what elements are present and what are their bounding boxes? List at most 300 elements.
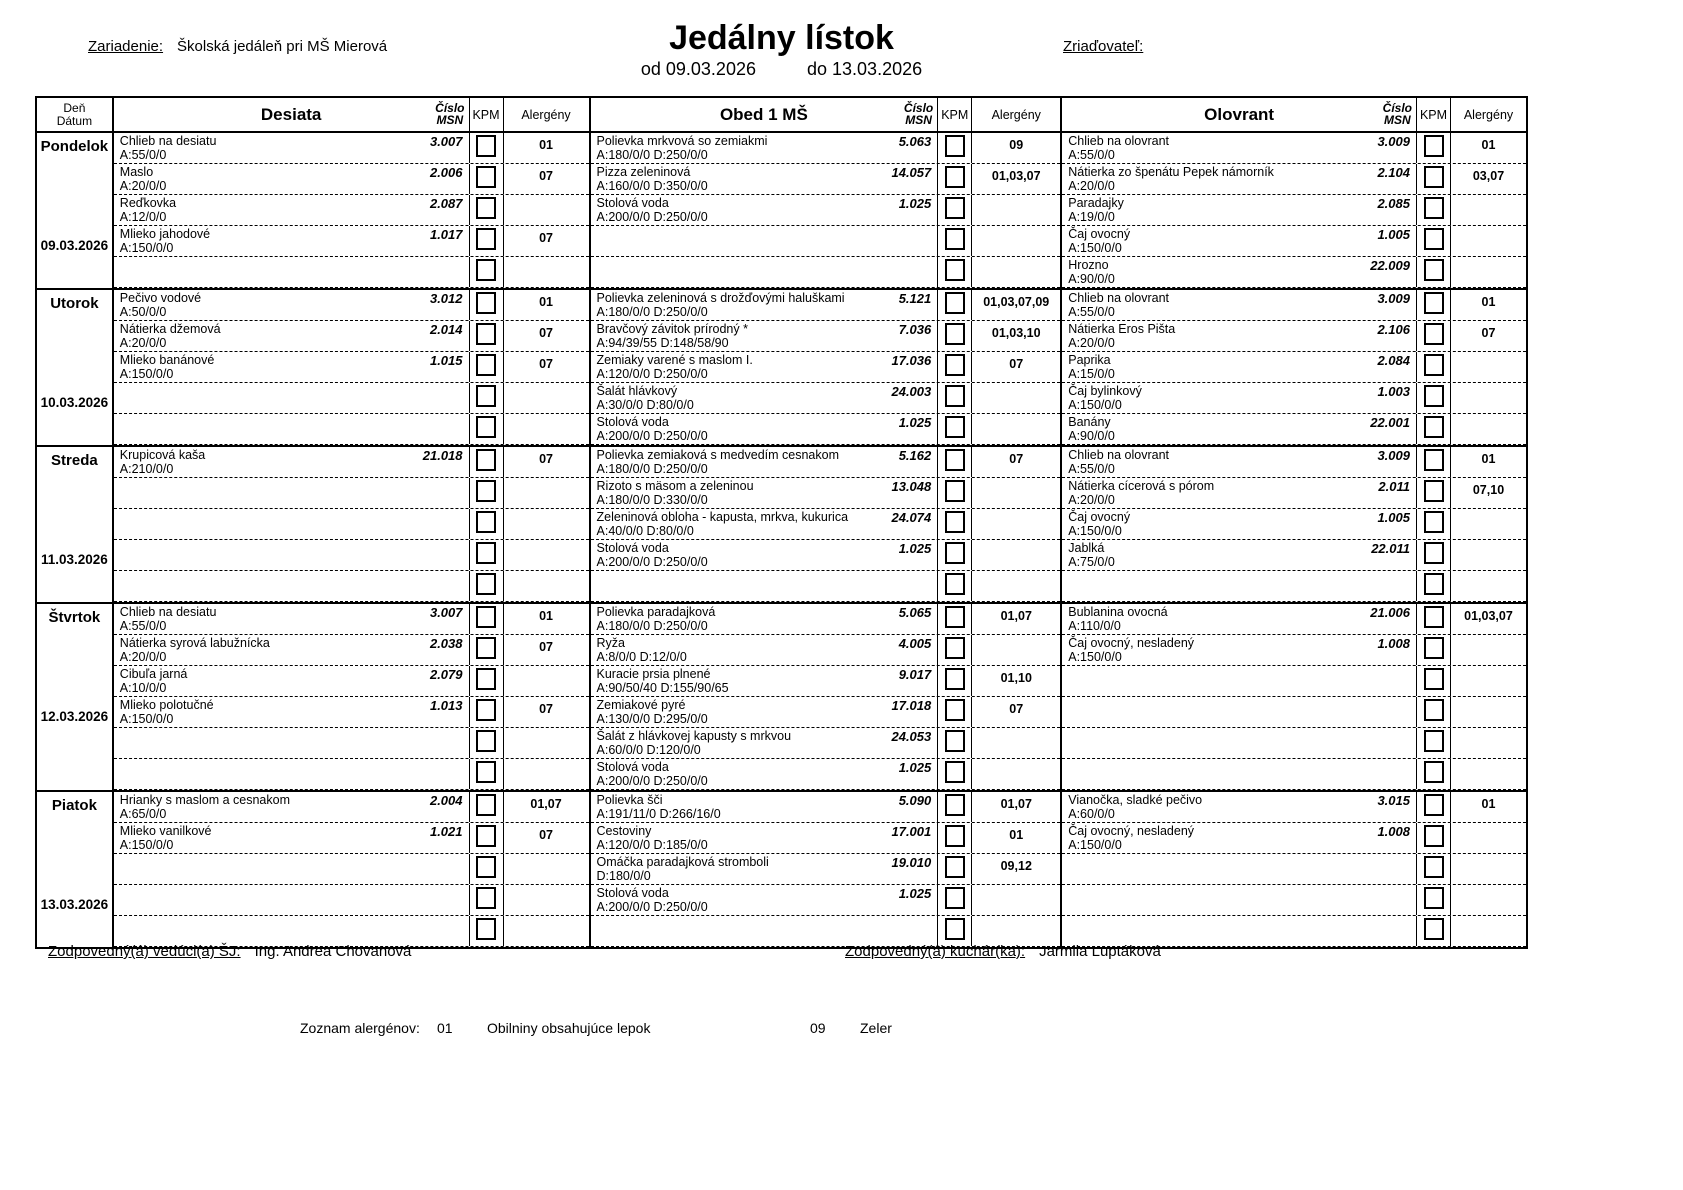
kpm-cell <box>469 352 504 382</box>
food-portions: A:150/0/0 <box>119 838 174 852</box>
kpm-checkbox[interactable] <box>945 699 965 721</box>
meal-cell <box>591 635 938 665</box>
food-portions: A:55/0/0 <box>1068 305 1115 319</box>
food-item-name: Šalát z hlávkovej kapusty s mrkvou <box>596 729 792 743</box>
food-item-name: Nátierka syrová labužnícka <box>119 636 270 650</box>
kpm-checkbox[interactable] <box>1424 416 1444 438</box>
kpm-checkbox[interactable] <box>1424 323 1444 345</box>
kpm-checkbox[interactable] <box>476 573 496 595</box>
kpm-cell <box>937 604 972 634</box>
allergen-codes <box>1451 383 1526 413</box>
meal-cell <box>591 226 938 256</box>
kpm-cell <box>1416 257 1451 287</box>
allergen-codes <box>504 666 589 696</box>
allergen-codes <box>972 195 1060 225</box>
food-item-name: Stolová voda <box>596 760 669 774</box>
kpm-checkbox[interactable] <box>476 825 496 847</box>
allergens-column-header: Alergény <box>521 107 571 122</box>
allergen-codes <box>1451 885 1526 915</box>
meal-row <box>591 604 1061 635</box>
msn-number: 21.006 <box>1370 605 1410 620</box>
cook-label: Zodpovedný(á) kuchár(ka): <box>845 943 1026 960</box>
column-header-obed <box>591 98 1063 131</box>
kpm-checkbox[interactable] <box>945 292 965 314</box>
food-item-name: Polievka zeleninová s drožďovými haluškami <box>596 291 845 305</box>
kpm-checkbox[interactable] <box>1424 480 1444 502</box>
food-item-name: Banány <box>1068 415 1111 429</box>
msn-number: 2.004 <box>429 793 463 808</box>
allergen-codes: 07 <box>539 169 553 183</box>
meal-cell <box>591 509 938 539</box>
meal-cell <box>114 133 469 163</box>
meal-cell <box>1062 509 1416 539</box>
meal-row <box>1062 792 1526 823</box>
meal-row <box>1062 478 1526 509</box>
kpm-checkbox[interactable] <box>476 135 496 157</box>
meal-cell <box>1062 383 1416 413</box>
kpm-checkbox[interactable] <box>945 918 965 940</box>
kpm-checkbox[interactable] <box>476 385 496 407</box>
meal-cell <box>1062 604 1416 634</box>
meal-cell <box>114 728 469 758</box>
allergen-codes: 01 <box>1481 138 1496 152</box>
kpm-cell <box>937 759 972 789</box>
meal-cell <box>1062 540 1416 570</box>
kpm-checkbox[interactable] <box>1424 730 1444 752</box>
food-item-name: Stolová voda <box>596 886 669 900</box>
kpm-checkbox[interactable] <box>1424 887 1444 909</box>
msn-number: 17.018 <box>891 698 932 713</box>
allergen-name: Zeler <box>860 1020 892 1036</box>
msn-number: 2.085 <box>1377 196 1410 211</box>
kpm-cell <box>1416 854 1451 884</box>
kpm-checkbox[interactable] <box>476 228 496 250</box>
allergens-column-header: Alergény <box>1463 107 1514 122</box>
food-item-name: Nátierka Eros Pišta <box>1068 322 1176 336</box>
allergen-codes: 01 <box>1481 452 1496 466</box>
kpm-checkbox[interactable] <box>945 825 965 847</box>
allergen-codes: 07 <box>1481 326 1496 340</box>
day-name: Pondelok <box>40 138 109 155</box>
msn-number: 1.015 <box>429 353 463 368</box>
kpm-checkbox[interactable] <box>1424 761 1444 783</box>
kpm-checkbox[interactable] <box>945 637 965 659</box>
food-item-name: Kuracie prsia plnené <box>596 667 711 681</box>
msn-number: 5.063 <box>898 134 932 149</box>
food-portions: A:12/0/0 <box>119 210 167 224</box>
kpm-cell <box>1416 447 1451 477</box>
food-portions: A:10/0/0 <box>119 681 167 695</box>
kpm-checkbox[interactable] <box>1424 292 1444 314</box>
kpm-checkbox[interactable] <box>945 480 965 502</box>
kpm-checkbox[interactable] <box>1424 449 1444 471</box>
allergen-codes <box>972 916 1060 946</box>
kpm-checkbox[interactable] <box>476 511 496 533</box>
meal-row <box>1062 823 1526 854</box>
food-portions: A:120/0/0 D:250/0/0 <box>596 367 708 381</box>
kpm-cell <box>937 823 972 853</box>
meal-cell <box>114 792 469 822</box>
kpm-checkbox[interactable] <box>1424 135 1444 157</box>
meal-row <box>114 885 589 916</box>
allergen-codes <box>504 885 589 915</box>
msn-number: 3.012 <box>429 291 463 306</box>
msn-number: 13.048 <box>891 479 932 494</box>
food-item-name: Stolová voda <box>596 196 669 210</box>
allergen-codes: 01,03,07 <box>991 169 1041 183</box>
food-portions: A:20/0/0 <box>1068 493 1115 507</box>
column-header-olovrant <box>1062 98 1526 131</box>
kpm-checkbox[interactable] <box>945 668 965 690</box>
kpm-cell <box>937 728 972 758</box>
food-item-name: Cibuľa jarná <box>119 667 188 681</box>
allergen-codes: 07 <box>1009 452 1024 466</box>
meal-row <box>1062 321 1526 352</box>
meal-row <box>591 885 1061 916</box>
food-portions: A:20/0/0 <box>1068 179 1115 193</box>
allergen-codes <box>1451 571 1526 601</box>
food-portions: A:130/0/0 D:295/0/0 <box>596 712 708 726</box>
day-name: Utorok <box>50 295 99 312</box>
kpm-cell <box>469 290 504 320</box>
kpm-checkbox[interactable] <box>1424 197 1444 219</box>
msn-number: 1.025 <box>898 886 932 901</box>
food-portions: A:200/0/0 D:250/0/0 <box>596 429 708 443</box>
kpm-checkbox[interactable] <box>945 761 965 783</box>
kpm-checkbox[interactable] <box>1424 166 1444 188</box>
meal-row <box>114 195 589 226</box>
kpm-cell <box>469 195 504 225</box>
kpm-checkbox[interactable] <box>476 197 496 219</box>
meal-row <box>591 478 1061 509</box>
meal-cell <box>1062 352 1416 382</box>
meal-cell <box>114 666 469 696</box>
allergen-codes <box>1451 195 1526 225</box>
meal-cell <box>591 447 938 477</box>
kpm-checkbox[interactable] <box>1424 511 1444 533</box>
meal-row <box>591 823 1061 854</box>
meal-cell <box>591 133 938 163</box>
food-portions: A:180/0/0 D:250/0/0 <box>596 462 708 476</box>
day-date: 13.03.2026 <box>40 897 109 912</box>
food-portions: A:15/0/0 <box>1068 367 1115 381</box>
section-desiata <box>114 133 591 288</box>
kpm-checkbox[interactable] <box>1424 794 1444 816</box>
kpm-cell <box>937 635 972 665</box>
meal-row <box>114 728 589 759</box>
meal-cell <box>591 414 938 444</box>
msn-number: 1.013 <box>429 698 463 713</box>
kpm-checkbox[interactable] <box>476 794 496 816</box>
food-item-name: Nátierka cícerová s pórom <box>1068 479 1215 493</box>
meal-row <box>114 321 589 352</box>
kpm-checkbox[interactable] <box>1424 542 1444 564</box>
food-item-name: Omáčka paradajková stromboli <box>596 855 769 869</box>
kpm-checkbox[interactable] <box>476 887 496 909</box>
kpm-checkbox[interactable] <box>476 166 496 188</box>
kpm-checkbox[interactable] <box>1424 228 1444 250</box>
meal-row <box>114 226 589 257</box>
allergen-codes: 07 <box>539 640 553 654</box>
kpm-checkbox[interactable] <box>945 573 965 595</box>
msn-number: 5.090 <box>898 793 932 808</box>
meal-cell <box>591 195 938 225</box>
day-date: 11.03.2026 <box>40 552 108 567</box>
kpm-checkbox[interactable] <box>1424 573 1444 595</box>
allergen-codes <box>1451 854 1526 884</box>
cook-line <box>845 943 1161 960</box>
food-portions: A:150/0/0 <box>119 712 174 726</box>
kpm-checkbox[interactable] <box>1424 699 1444 721</box>
meal-cell <box>591 571 938 601</box>
meal-row <box>114 823 589 854</box>
kpm-cell <box>469 635 504 665</box>
kpm-cell <box>469 133 504 163</box>
founder-line <box>1063 38 1143 55</box>
allergen-codes <box>1451 352 1526 382</box>
date-to: do 13.03.2026 <box>807 59 923 79</box>
kpm-cell <box>1416 478 1451 508</box>
msn-number: 1.008 <box>1377 636 1410 651</box>
kpm-checkbox[interactable] <box>945 135 965 157</box>
kpm-cell <box>469 571 504 601</box>
kpm-cell <box>469 509 504 539</box>
meal-row <box>114 257 589 288</box>
kpm-cell <box>1416 666 1451 696</box>
meal-cell <box>1062 257 1416 287</box>
allergen-codes <box>504 478 589 508</box>
meal-row <box>591 414 1061 445</box>
kpm-checkbox[interactable] <box>1424 385 1444 407</box>
meal-cell <box>591 321 938 351</box>
food-item-name: Čaj bylinkový <box>1068 384 1142 398</box>
kpm-checkbox[interactable] <box>476 292 496 314</box>
meal-cell <box>1062 164 1416 194</box>
food-portions: A:20/0/0 <box>119 336 167 350</box>
kpm-checkbox[interactable] <box>945 887 965 909</box>
kpm-checkbox[interactable] <box>476 699 496 721</box>
date-range <box>35 59 1528 80</box>
menu-table <box>35 96 1528 949</box>
kpm-checkbox[interactable] <box>1424 668 1444 690</box>
kpm-checkbox[interactable] <box>476 480 496 502</box>
kpm-cell <box>937 509 972 539</box>
kpm-checkbox[interactable] <box>476 637 496 659</box>
food-item-name: Jablká <box>1068 541 1105 555</box>
food-portions: A:50/0/0 <box>119 305 167 319</box>
food-portions: A:60/0/0 D:120/0/0 <box>596 743 701 757</box>
kpm-cell <box>469 604 504 634</box>
msn-number: 2.106 <box>1377 322 1410 337</box>
allergen-codes <box>504 509 589 539</box>
food-portions: A:110/0/0 <box>1068 619 1121 633</box>
allergen-codes <box>972 885 1060 915</box>
kpm-checkbox[interactable] <box>1424 259 1444 281</box>
allergen-codes <box>972 383 1060 413</box>
meal-row <box>591 133 1061 164</box>
kpm-checkbox[interactable] <box>945 606 965 628</box>
allergen-codes <box>1451 823 1526 853</box>
meal-row <box>1062 604 1526 635</box>
kpm-checkbox[interactable] <box>945 794 965 816</box>
meal-row <box>1062 885 1526 916</box>
kpm-checkbox[interactable] <box>476 668 496 690</box>
kpm-cell <box>469 666 504 696</box>
food-portions: A:30/0/0 D:80/0/0 <box>596 398 694 412</box>
kpm-checkbox[interactable] <box>476 761 496 783</box>
allergen-codes <box>1451 635 1526 665</box>
food-portions: A:120/0/0 D:185/0/0 <box>596 838 708 852</box>
food-portions: A:20/0/0 <box>119 650 167 664</box>
food-item-name: Pečivo vodové <box>119 291 202 305</box>
meal-row <box>1062 635 1526 666</box>
kpm-checkbox[interactable] <box>945 259 965 281</box>
msn-number: 22.011 <box>1371 541 1410 556</box>
allergen-codes: 01 <box>539 609 553 623</box>
meal-cell <box>114 290 469 320</box>
section-desiata <box>114 604 591 790</box>
meal-row <box>591 666 1061 697</box>
food-item-name: Rizoto s mäsom a zeleninou <box>596 479 754 493</box>
kpm-cell <box>469 823 504 853</box>
day-name: Piatok <box>51 797 97 814</box>
day-row-utorok <box>37 288 1526 445</box>
allergen-codes: 07 <box>539 702 553 716</box>
meal-cell <box>1062 666 1416 696</box>
kpm-cell <box>469 759 504 789</box>
kpm-checkbox[interactable] <box>945 449 965 471</box>
kpm-checkbox[interactable] <box>945 542 965 564</box>
meal-row <box>114 478 589 509</box>
meal-row <box>1062 540 1526 571</box>
kpm-checkbox[interactable] <box>476 730 496 752</box>
allergen-codes: 01 <box>1481 295 1496 309</box>
food-item-name: Chlieb na desiatu <box>119 134 217 148</box>
food-item-name: Zemiaky varené s maslom I. <box>596 353 753 367</box>
kpm-cell <box>1416 604 1451 634</box>
meal-cell <box>114 321 469 351</box>
kpm-checkbox[interactable] <box>476 416 496 438</box>
section-olovrant <box>1062 447 1526 602</box>
food-portions: A:65/0/0 <box>119 807 167 821</box>
kpm-checkbox[interactable] <box>945 385 965 407</box>
kpm-checkbox[interactable] <box>945 228 965 250</box>
meal-cell <box>591 759 938 789</box>
kpm-cell <box>1416 352 1451 382</box>
kpm-checkbox[interactable] <box>945 354 965 376</box>
kpm-checkbox[interactable] <box>476 606 496 628</box>
allergen-codes <box>1451 226 1526 256</box>
food-item-name: Krupicová kaša <box>119 448 206 462</box>
kpm-checkbox[interactable] <box>1424 918 1444 940</box>
kpm-checkbox[interactable] <box>476 542 496 564</box>
meal-cell <box>114 759 469 789</box>
allergen-codes: 07 <box>1009 702 1024 716</box>
food-item-name: Cestoviny <box>596 824 652 838</box>
meal-row <box>114 635 589 666</box>
food-item-name: Mlieko vanilkové <box>119 824 212 838</box>
meal-row <box>1062 697 1526 728</box>
kpm-cell <box>469 540 504 570</box>
food-item-name: Mlieko polotučné <box>119 698 214 712</box>
allergen-codes <box>1451 728 1526 758</box>
food-item-name: Chlieb na olovrant <box>1068 448 1170 462</box>
kpm-checkbox[interactable] <box>1424 606 1444 628</box>
kpm-cell <box>1416 226 1451 256</box>
msn-number: 5.065 <box>898 605 932 620</box>
food-portions: A:20/0/0 <box>1068 336 1115 350</box>
section-olovrant <box>1062 290 1526 445</box>
food-portions: A:55/0/0 <box>1068 462 1115 476</box>
kpm-checkbox[interactable] <box>1424 637 1444 659</box>
food-portions: A:55/0/0 <box>119 148 167 162</box>
kpm-checkbox[interactable] <box>1424 825 1444 847</box>
kpm-checkbox[interactable] <box>476 259 496 281</box>
kpm-checkbox[interactable] <box>945 323 965 345</box>
kpm-cell <box>469 257 504 287</box>
msn-column-header: Číslo MSN <box>435 101 465 127</box>
kpm-checkbox[interactable] <box>945 730 965 752</box>
allergen-codes <box>504 195 589 225</box>
kpm-cell <box>1416 290 1451 320</box>
kpm-cell <box>1416 321 1451 351</box>
food-portions: A:200/0/0 D:250/0/0 <box>596 774 708 788</box>
allergen-codes <box>504 916 589 946</box>
kpm-checkbox[interactable] <box>945 416 965 438</box>
msn-number: 24.003 <box>891 384 932 399</box>
kpm-cell <box>469 447 504 477</box>
meal-cell <box>591 383 938 413</box>
meal-cell <box>114 509 469 539</box>
kpm-checkbox[interactable] <box>476 918 496 940</box>
allergens-column-header: Alergény <box>991 107 1041 122</box>
allergen-codes: 01,07 <box>530 797 562 811</box>
section-desiata <box>114 792 591 947</box>
kpm-checkbox[interactable] <box>1424 856 1444 878</box>
kpm-checkbox[interactable] <box>945 166 965 188</box>
food-item-name: Mlieko jahodové <box>119 227 211 241</box>
kpm-cell <box>1416 509 1451 539</box>
allergen-codes <box>972 257 1060 287</box>
kpm-cell <box>1416 540 1451 570</box>
meal-cell <box>1062 823 1416 853</box>
manager-value: Ing. Andrea Chovanová <box>254 943 412 960</box>
kpm-checkbox[interactable] <box>1424 354 1444 376</box>
food-item-name: Reďkovka <box>119 196 177 210</box>
allergen-name: Obilniny obsahujúce lepok <box>487 1020 651 1036</box>
meal-cell <box>1062 854 1416 884</box>
kpm-checkbox[interactable] <box>476 354 496 376</box>
kpm-column-header: KPM <box>1416 98 1451 131</box>
meal-cell <box>114 195 469 225</box>
food-portions: A:60/0/0 <box>1068 807 1115 821</box>
meal-row <box>1062 666 1526 697</box>
food-item-name: Pizza zeleninová <box>596 165 691 179</box>
facility-label: Zariadenie: <box>88 38 164 55</box>
msn-number: 5.162 <box>898 448 932 463</box>
kpm-checkbox[interactable] <box>476 856 496 878</box>
manager-label: Zodpovedný(á) vedúci(a) ŠJ: <box>48 943 241 960</box>
food-item-name: Zemiakové pyré <box>596 698 686 712</box>
section-olovrant <box>1062 792 1526 947</box>
kpm-checkbox[interactable] <box>476 449 496 471</box>
kpm-checkbox[interactable] <box>945 856 965 878</box>
kpm-checkbox[interactable] <box>476 323 496 345</box>
kpm-checkbox[interactable] <box>945 511 965 533</box>
food-item-name: Šalát hlávkový <box>596 384 678 398</box>
meal-cell <box>114 823 469 853</box>
kpm-checkbox[interactable] <box>945 197 965 219</box>
